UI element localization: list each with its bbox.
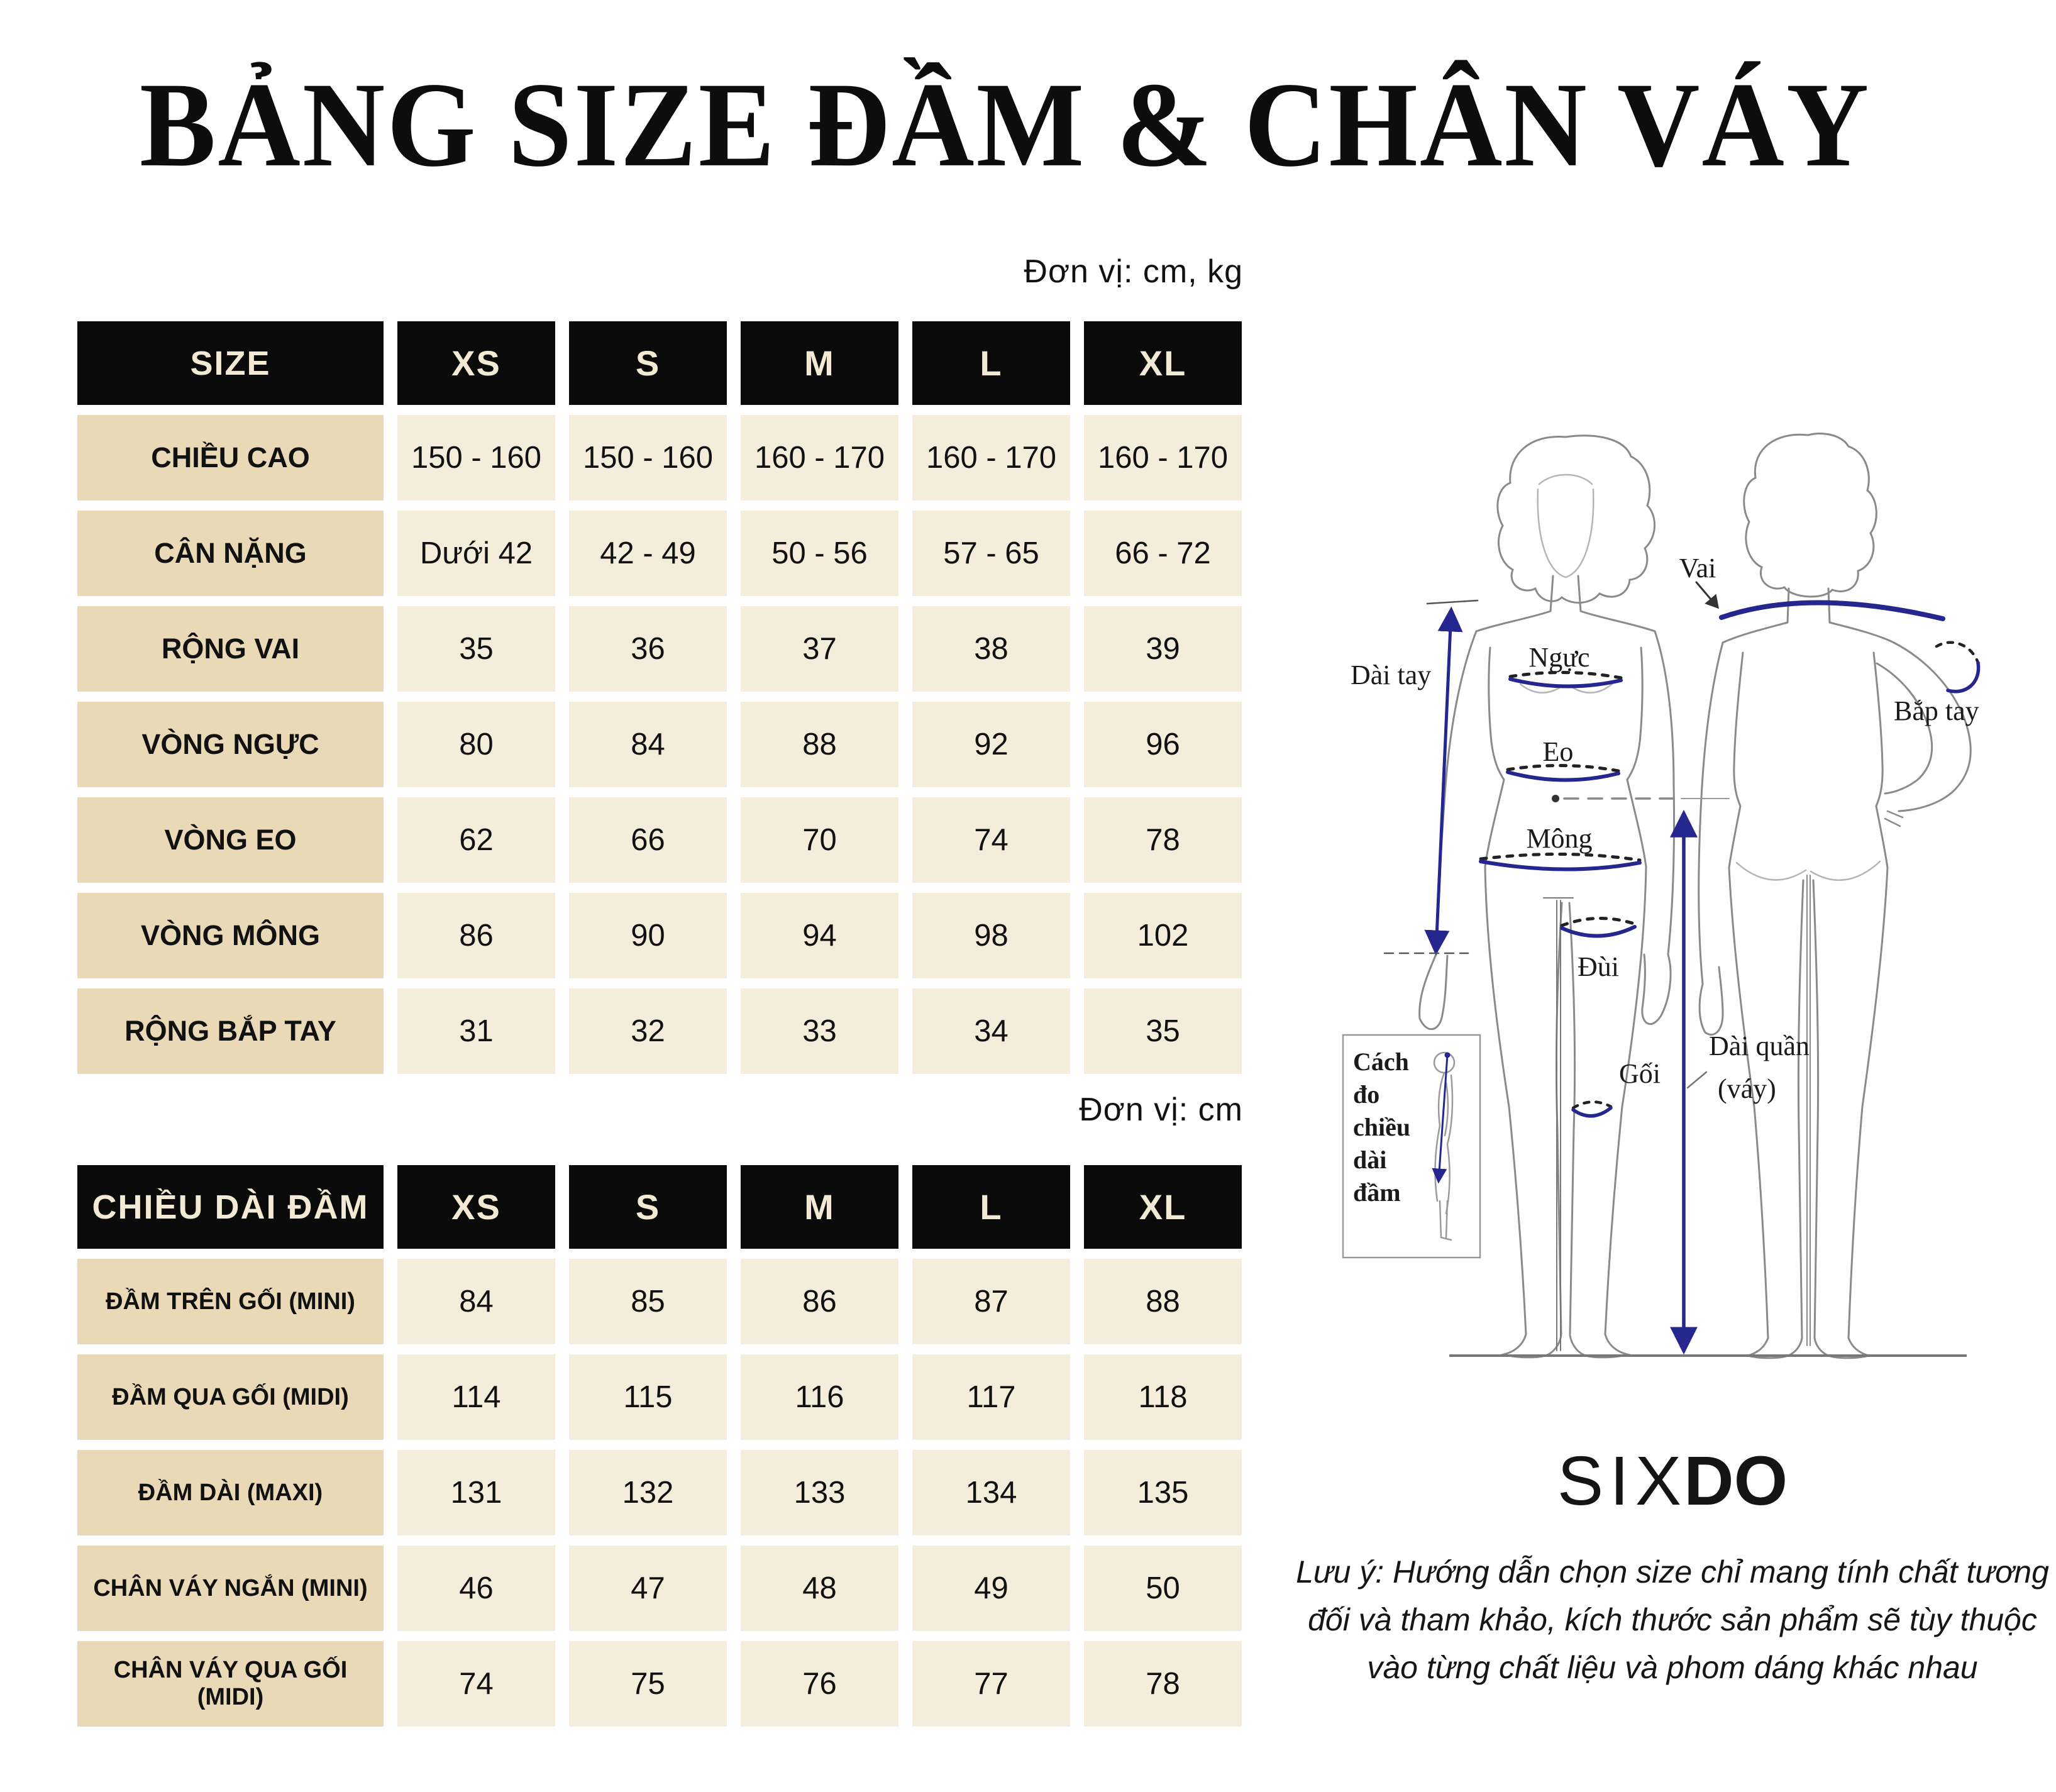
row-label: ĐẦM QUA GỐI (MIDI) [77, 1354, 384, 1440]
value-cell: 160 - 170 [912, 415, 1070, 501]
label-knee: Gối [1619, 1058, 1661, 1089]
body-size-table [77, 321, 1242, 1074]
row-label: CHÂN VÁY NGẮN (MINI) [77, 1546, 384, 1631]
row-label: VÒNG EO [77, 797, 384, 883]
label-thigh: Đùi [1578, 951, 1619, 982]
value-cell: 78 [1084, 1641, 1242, 1727]
label-garment-length-1: Dài quần [1709, 1031, 1810, 1061]
value-cell: 150 - 160 [397, 415, 555, 501]
disclaimer-line-3: vào từng chất liệu và phom dáng khác nhau [1367, 1650, 1978, 1685]
value-cell: 32 [569, 988, 727, 1074]
value-cell: 47 [569, 1546, 727, 1631]
value-cell: 150 - 160 [569, 415, 727, 501]
value-cell: 50 - 56 [741, 511, 898, 596]
value-cell: 117 [912, 1354, 1070, 1440]
row-label: CÂN NẶNG [77, 511, 384, 596]
unit-note-table1: Đơn vị: cm, kg [1024, 253, 1243, 290]
value-cell: 74 [912, 797, 1070, 883]
label-sleeve-length: Dài tay [1351, 660, 1432, 690]
value-cell: 78 [1084, 797, 1242, 883]
table-header-size-S: S [569, 321, 727, 405]
value-cell: 160 - 170 [1084, 415, 1242, 501]
table-header-size-XL: XL [1084, 321, 1242, 405]
value-cell: 57 - 65 [912, 511, 1070, 596]
value-cell: 135 [1084, 1450, 1242, 1535]
value-cell: 116 [741, 1354, 898, 1440]
brand-logo-do: DO [1684, 1442, 1788, 1520]
value-cell: 70 [741, 797, 898, 883]
label-hip: Mông [1526, 823, 1593, 854]
value-cell: 160 - 170 [741, 415, 898, 501]
value-cell: 88 [1084, 1259, 1242, 1344]
unit-note-table2: Đơn vị: cm [1079, 1092, 1243, 1128]
value-cell: 33 [741, 988, 898, 1074]
inset-text-3: chiều [1353, 1113, 1411, 1141]
back-figure-sketch [1699, 433, 1970, 1358]
value-cell: 36 [569, 606, 727, 692]
table-header-size-M: M [741, 321, 898, 405]
value-cell: 132 [569, 1450, 727, 1535]
row-label: CHIỀU CAO [77, 415, 384, 501]
value-cell: 87 [912, 1259, 1070, 1344]
value-cell: 34 [912, 988, 1070, 1074]
value-cell: 84 [569, 702, 727, 787]
value-cell: 114 [397, 1354, 555, 1440]
disclaimer-line-1: Lưu ý: Hướng dẫn chọn size chỉ mang tính chất tương [1296, 1554, 2049, 1590]
label-upper-arm: Bắp tay [1894, 695, 1979, 726]
value-cell: 38 [912, 606, 1070, 692]
value-cell: 75 [569, 1641, 727, 1727]
measurement-diagram [1289, 377, 2056, 1383]
value-cell: 88 [741, 702, 898, 787]
value-cell: 96 [1084, 702, 1242, 787]
table-header-size-XS: XS [397, 1165, 555, 1249]
row-label: ĐẦM TRÊN GỐI (MINI) [77, 1259, 384, 1344]
table-header-size-M: M [741, 1165, 898, 1249]
label-garment-length-2: (váy) [1718, 1073, 1776, 1104]
inset-text-4: dài [1353, 1146, 1387, 1174]
brand-logo-six: SIX [1557, 1442, 1688, 1520]
value-cell: 134 [912, 1450, 1070, 1535]
value-cell: 92 [912, 702, 1070, 787]
dress-length-inset [1343, 1035, 1480, 1258]
value-cell: 115 [569, 1354, 727, 1440]
value-cell: 48 [741, 1546, 898, 1631]
disclaimer-note [1261, 1548, 2056, 1691]
dress-length-table [77, 1165, 1242, 1727]
label-shoulder: Vai [1679, 553, 1716, 584]
value-cell: 74 [397, 1641, 555, 1727]
inset-text-1: Cách [1353, 1048, 1409, 1076]
value-cell: 66 [569, 797, 727, 883]
page-title: BẢNG SIZE ĐẦM & CHÂN VÁY [140, 58, 1871, 192]
value-cell: 102 [1084, 893, 1242, 978]
row-label: CHÂN VÁY QUA GỐI (MIDI) [77, 1641, 384, 1727]
value-cell: 94 [741, 893, 898, 978]
value-cell: 39 [1084, 606, 1242, 692]
row-label: RỘNG BẮP TAY [77, 988, 384, 1074]
value-cell: 42 - 49 [569, 511, 727, 596]
value-cell: 37 [741, 606, 898, 692]
value-cell: 46 [397, 1546, 555, 1631]
value-cell: 86 [397, 893, 555, 978]
table-header-size-S: S [569, 1165, 727, 1249]
label-bust: Ngực [1528, 642, 1590, 673]
value-cell: 131 [397, 1450, 555, 1535]
value-cell: Dưới 42 [397, 511, 555, 596]
value-cell: 76 [741, 1641, 898, 1727]
disclaimer-line-2: đối và tham khảo, kích thước sản phẩm sẽ tùy thuộc [1308, 1602, 2037, 1637]
value-cell: 133 [741, 1450, 898, 1535]
inset-text-5: đầm [1353, 1178, 1401, 1207]
row-label: RỘNG VAI [77, 606, 384, 692]
value-cell: 31 [397, 988, 555, 1074]
value-cell: 84 [397, 1259, 555, 1344]
table-header-label: CHIỀU DÀI ĐẦM [77, 1165, 384, 1249]
table-header-size-L: L [912, 1165, 1070, 1249]
row-label: VÒNG MÔNG [77, 893, 384, 978]
value-cell: 62 [397, 797, 555, 883]
row-label: VÒNG NGỰC [77, 702, 384, 787]
table-header-size-L: L [912, 321, 1070, 405]
value-cell: 86 [741, 1259, 898, 1344]
table-header-size-XS: XS [397, 321, 555, 405]
brand-logo [1289, 1441, 2056, 1521]
value-cell: 49 [912, 1546, 1070, 1631]
value-cell: 85 [569, 1259, 727, 1344]
value-cell: 80 [397, 702, 555, 787]
value-cell: 77 [912, 1641, 1070, 1727]
inset-text-2: đo [1353, 1080, 1380, 1109]
label-waist: Eo [1542, 736, 1574, 767]
value-cell: 35 [1084, 988, 1242, 1074]
value-cell: 98 [912, 893, 1070, 978]
row-label: ĐẦM DÀI (MAXI) [77, 1450, 384, 1535]
table-header-label: SIZE [77, 321, 384, 405]
value-cell: 118 [1084, 1354, 1242, 1440]
value-cell: 66 - 72 [1084, 511, 1242, 596]
value-cell: 90 [569, 893, 727, 978]
value-cell: 35 [397, 606, 555, 692]
table-header-size-XL: XL [1084, 1165, 1242, 1249]
value-cell: 50 [1084, 1546, 1242, 1631]
